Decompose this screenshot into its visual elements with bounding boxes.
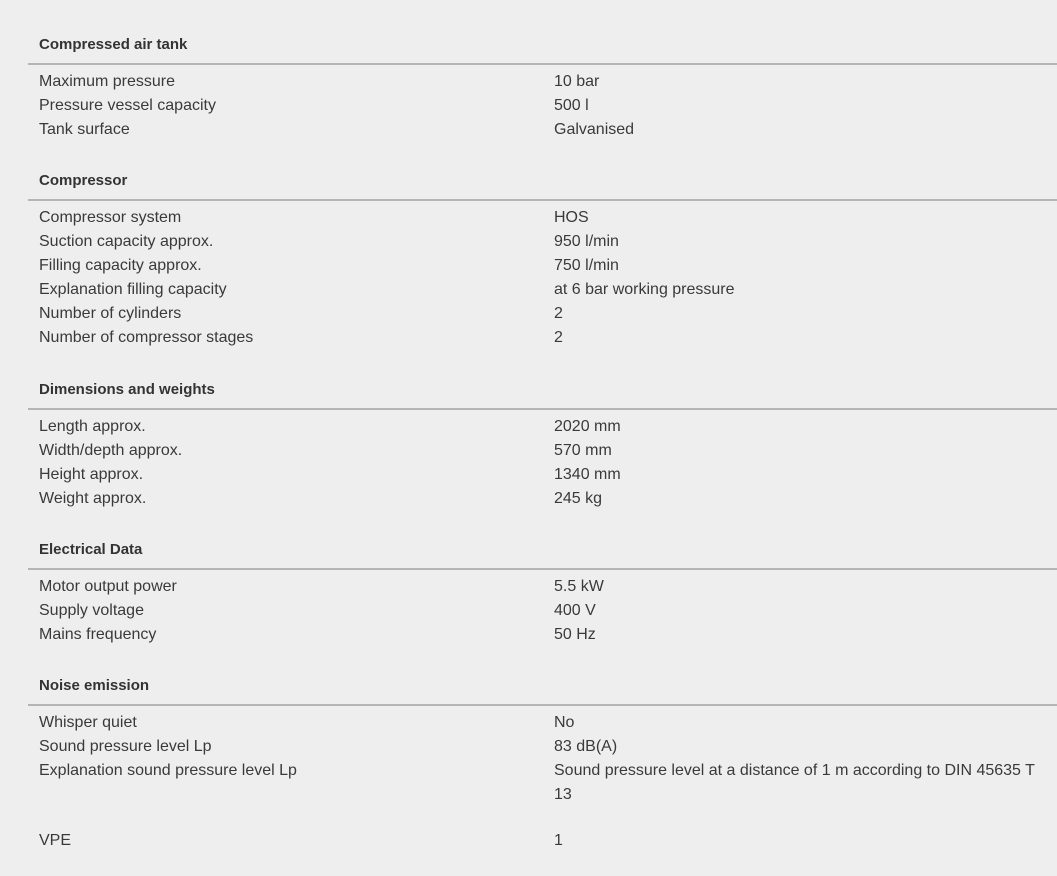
section-noise-emission [28,675,1057,807]
spec-row [28,463,1057,487]
spec-label: Filling capacity approx. [39,257,202,274]
spec-row [28,254,1057,278]
spec-row [28,711,1057,735]
spec-row [28,278,1057,302]
spec-value: No [554,714,575,731]
spec-value: 83 dB(A) [554,738,618,755]
section-dimensions-and-weights [28,379,1057,511]
spec-row [28,829,1057,853]
spec-label: VPE [39,832,72,849]
spec-row [28,94,1057,118]
spec-value: 750 l/min [554,257,619,274]
spec-value: 2 [554,305,563,322]
spec-value: 950 l/min [554,233,619,250]
spec-value: 400 V [554,602,596,619]
spec-value: 500 l [554,97,589,114]
spec-label: Motor output power [39,578,177,595]
spec-label: Whisper quiet [39,714,137,731]
spec-row [28,623,1057,647]
spec-row [28,439,1057,463]
spec-value: 570 mm [554,442,612,459]
spec-row [28,735,1057,759]
spec-value: at 6 bar working pressure [554,281,735,298]
spec-row [28,759,1057,807]
spec-value: 10 bar [554,73,600,90]
section-compressor [28,170,1057,350]
spec-label: Supply voltage [39,602,144,619]
spec-value: Galvanised [554,121,635,138]
spec-row [28,599,1057,623]
spec-value: 5.5 kW [554,578,604,595]
section-title: Dimensions and weights [39,381,215,398]
spec-label: Compressor system [39,209,182,226]
spec-label: Explanation filling capacity [39,281,227,298]
spec-value: 245 kg [554,490,603,507]
spec-value: 50 Hz [554,626,596,643]
spec-row [28,230,1057,254]
section-divider [28,199,1057,201]
spec-row [28,70,1057,94]
spec-value: 2 [554,329,563,346]
spec-row [28,206,1057,230]
section-divider [28,568,1057,570]
spec-label: Sound pressure level Lp [39,738,212,755]
spec-value: Sound pressure level at a distance of 1 m according to DIN 45635 T 13 [554,762,1035,803]
section-compressed-air-tank [28,34,1057,142]
section-divider [28,704,1057,706]
spec-value: 1 [554,832,563,849]
spec-value: 2020 mm [554,418,621,435]
spec-label: Number of cylinders [39,305,182,322]
section-title: Electrical Data [39,541,143,558]
spec-row [28,118,1057,142]
spec-label: Weight approx. [39,490,147,507]
spec-row [28,575,1057,599]
spec-row [28,415,1057,439]
spec-label: Length approx. [39,418,146,435]
spec-label: Maximum pressure [39,73,176,90]
spec-row [28,302,1057,326]
spec-label: Explanation sound pressure level Lp [39,762,297,779]
spec-label: Suction capacity approx. [39,233,214,250]
spec-row [28,326,1057,350]
spec-row [28,487,1057,511]
spec-label: Tank surface [39,121,130,138]
section-electrical-data [28,539,1057,647]
spec-label: Height approx. [39,466,144,483]
section-divider [28,63,1057,65]
spec-label: Mains frequency [39,626,157,643]
spec-value: 1340 mm [554,466,621,483]
section-divider [28,408,1057,410]
spec-label: Number of compressor stages [39,329,254,346]
section-title: Compressed air tank [39,36,188,53]
section-title: Compressor [39,172,128,189]
section-title: Noise emission [39,677,150,694]
spec-label: Pressure vessel capacity [39,97,216,114]
vpe-row-container [28,829,1057,853]
spec-label: Width/depth approx. [39,442,183,459]
spec-value: HOS [554,209,589,226]
